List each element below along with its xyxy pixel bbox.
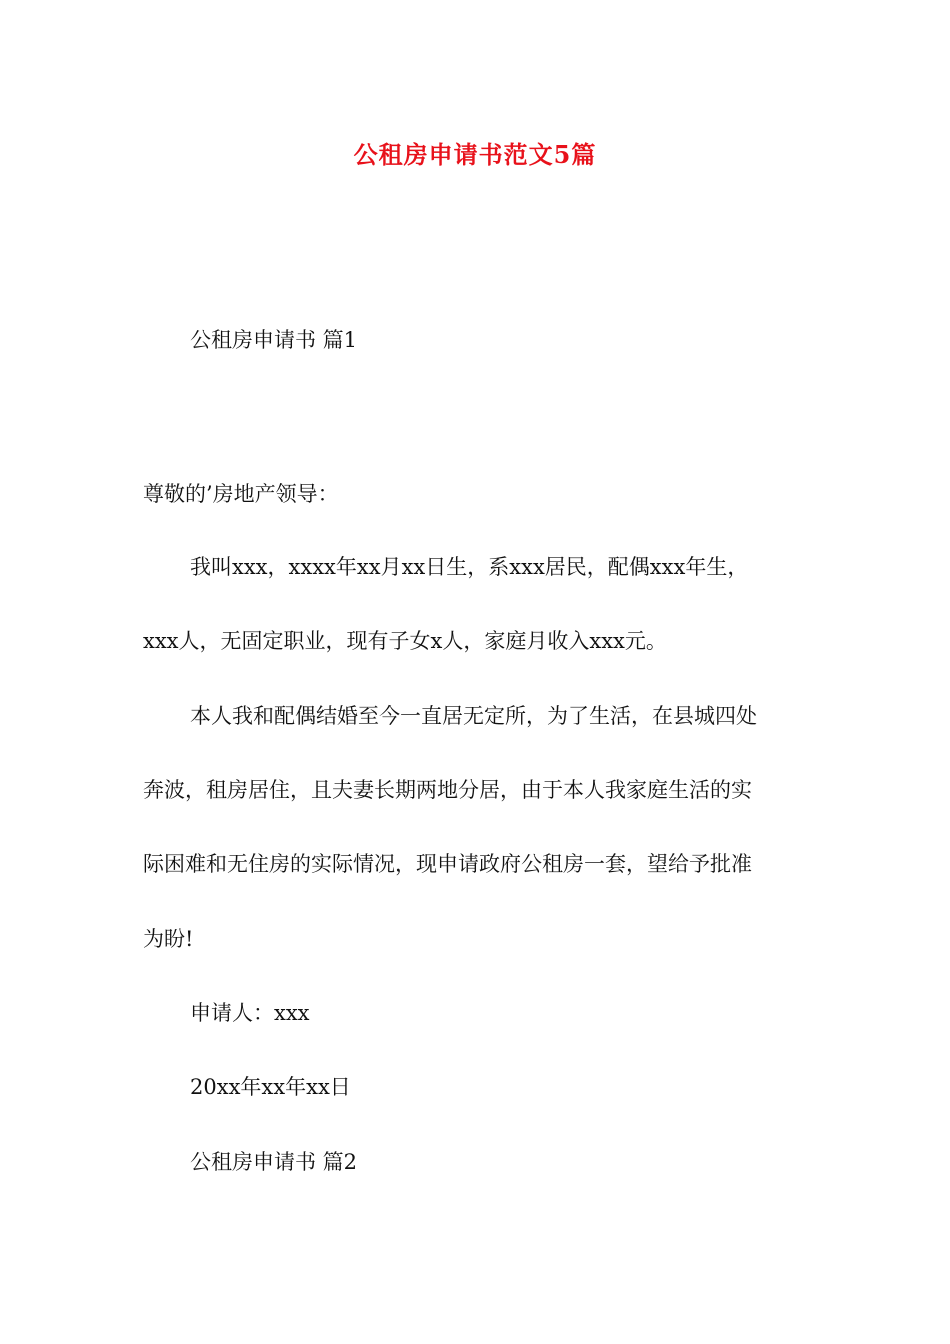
applicant-line: 申请人：xxx bbox=[190, 1001, 310, 1025]
paragraph-2-line-4: 为盼! bbox=[143, 927, 194, 951]
salutation: 尊敬的’房地产领导： bbox=[143, 482, 339, 506]
paragraph-2-line-2: 奔波，租房居住，且夫妻长期两地分居，由于本人我家庭生活的实 bbox=[143, 778, 752, 802]
document-title: 公租房申请书范文5篇 bbox=[353, 140, 597, 169]
paragraph-2-line-1: 本人我和配偶结婚至今一直居无定所，为了生活，在县城四处 bbox=[190, 704, 757, 728]
paragraph-2-line-3: 际困难和无住房的实际情况，现申请政府公租房一套，望给予批准 bbox=[143, 852, 752, 876]
section-heading-2: 公租房申请书 篇2 bbox=[190, 1150, 358, 1174]
date-line: 20xx年xx年xx日 bbox=[190, 1075, 351, 1099]
section-heading-1: 公租房申请书 篇1 bbox=[190, 328, 358, 352]
paragraph-1-line-2: xxx人，无固定职业，现有子女x人，家庭月收入xxx元。 bbox=[143, 629, 667, 653]
paragraph-1-line-1: 我叫xxx，xxxx年xx月xx日生，系xxx居民，配偶xxx年生， bbox=[190, 555, 749, 579]
